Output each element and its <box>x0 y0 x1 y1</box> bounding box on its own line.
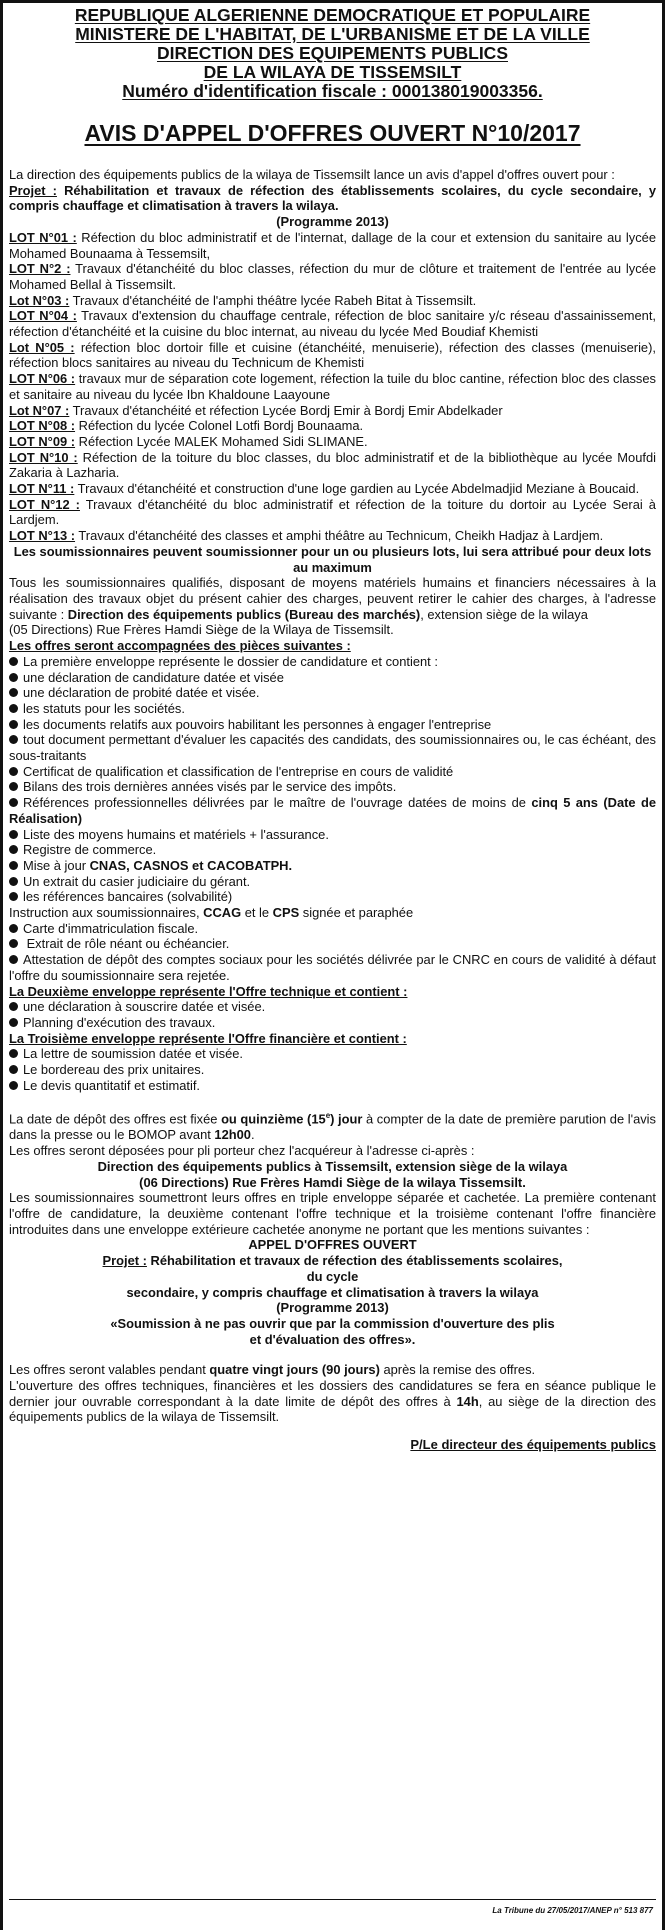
instruction-signed: signée et paraphée <box>299 905 414 921</box>
lot-item <box>9 371 656 402</box>
address-line1: Direction des équipements publics à Tissemsilt, extension siège de la wilaya <box>97 1158 568 1174</box>
list-item-text: La lettre de soumission datée et visée. <box>23 1046 243 1062</box>
mention-project-label: Projet : <box>102 1253 147 1269</box>
project-label: Projet : <box>9 182 57 198</box>
lot-label: LOT N°08 : <box>9 418 76 434</box>
instruction-cps: CPS <box>272 905 300 921</box>
qualified-text: Tous les soumissionnaires qualifiés, disposant de moyens matériels humains et financiers nécessaires à la réalisation des travaux objet du présent cahier des charges, peuvent retirer le cahier des charges, à l'adresse suivante : <box>9 575 656 622</box>
lot-text: Travaux d'étanchéité du bloc administratif et réfection de la toiture du dortoir au Lycée Serai à Lardjem. <box>9 496 656 528</box>
list-item <box>9 921 656 937</box>
maj-item <box>9 858 656 874</box>
lot-text: Travaux d'extension du chauffage centrale, réfection de bloc sanitaire y/c réseau d'assainissement, réfection d'étanchéité et la cuisine du bloc internat, au niveau du lycée Med Boudiaf Khemisti <box>9 308 656 340</box>
list-item <box>9 1015 656 1031</box>
list-item-text: Registre de commerce. <box>23 842 157 858</box>
mention-project-line2: du cycle <box>306 1268 359 1284</box>
lot-label: LOT N°2 : <box>9 261 71 277</box>
lot-label: Lot N°07 : <box>9 402 70 418</box>
bullet-icon <box>9 1018 18 1027</box>
refs-bold: cinq 5 ans (Date de Réalisation) <box>9 795 656 826</box>
mention-title: APPEL D'OFFRES OUVERT <box>248 1237 417 1253</box>
lot-item <box>9 418 656 434</box>
qualified-bold: Direction des équipements publics (Bureau des marchés) <box>67 606 421 622</box>
lot-item <box>9 434 656 450</box>
list-item-text: Attestation de dépôt des comptes sociaux pour les sociétés délivrée par le CNRC en cours de validité à défaut l'offre du soumissionnaire sera rejetée. <box>9 952 656 983</box>
lot-label: LOT N°06 : <box>9 371 76 387</box>
header-fiscal-id: Numéro d'identification fiscale : 000138019003356. <box>122 81 543 101</box>
lot-item <box>9 450 656 481</box>
bullet-icon <box>9 720 18 729</box>
mention-project-line1: Réhabilitation et travaux de réfection des établissements scolaires, <box>146 1253 563 1269</box>
lot-text: Réfection du bloc administratif et de l'internat, dallage de la cour et extension du sanitaire au lycée Mohamed Bounaama à Tessemsilt, <box>9 229 656 261</box>
validity-days: quatre vingt jours (90 jours) <box>209 1362 380 1378</box>
lot-item <box>9 528 656 544</box>
lot-text: Travaux d'étanchéité de l'amphi théâtre lycée Rabeh Bitat à Tissemsilt. <box>69 292 477 308</box>
lot-label: LOT N°13 : <box>9 528 76 544</box>
bullet-icon <box>9 924 18 933</box>
list-item-text: Certificat de qualification et classification de l'entreprise en cours de validité <box>23 763 454 779</box>
mention-project <box>9 1253 656 1269</box>
list-item-text: les documents relatifs aux pouvoirs habilitant les personnes à engager l'entreprise <box>23 716 492 732</box>
triple-envelope-text: Les soumissionnaires soumettront leurs offres en triple enveloppe séparée et cachetée. La première contenant l'offre de candidature, la deuxième contenant l'offre technique et la troisième contenant l'offre financière introduites dans une enveloppe extérieure cachetée anonyme ne portant que les mentions suivantes : <box>9 1190 656 1237</box>
mention-quote-line2: et d'évaluation des offres». <box>249 1331 416 1347</box>
refs-item <box>9 795 656 826</box>
bullet-icon <box>9 688 18 697</box>
list-item-text: une déclaration de candidature datée et visée <box>23 669 284 685</box>
instruction-ccag: CCAG <box>203 905 242 921</box>
lot-item <box>9 481 656 497</box>
qualified-rest: , extension siège de la wilaya <box>420 606 588 622</box>
bullet-icon <box>9 939 18 948</box>
list-item <box>9 717 656 733</box>
deposit-text2: à compter de la date de première parution de l'avis dans la presse ou le BOMOP avant <box>9 1111 656 1143</box>
deposit-period: . <box>250 1127 255 1143</box>
validity-paragraph <box>9 1362 656 1378</box>
list-item <box>9 732 656 763</box>
opening-hour: 14h <box>456 1393 479 1409</box>
lot-item <box>9 403 656 419</box>
list-item-text: Extrait de rôle néant ou échéancier. <box>23 936 230 952</box>
list-item-text: Liste des moyens humains et matériels + l'assurance. <box>23 826 329 842</box>
spacer <box>9 1093 656 1108</box>
bullet-icon <box>9 830 18 839</box>
header-direction: DIRECTION DES EQUIPEMENTS PUBLICS <box>156 43 508 63</box>
lot-label: LOT N°10 : <box>9 449 78 465</box>
list-item-text: une déclaration de probité datée et visée. <box>23 685 260 701</box>
envelope2-list <box>9 999 656 1030</box>
instruction-item <box>9 905 656 921</box>
lot-label: LOT N°11 : <box>9 481 75 497</box>
project-text: Réhabilitation et travaux de réfection des établissements scolaires, du cycle secondaire, y compris chauffage et climatisation à travers la wilaya. <box>9 182 657 214</box>
lot-item <box>9 261 656 292</box>
list-item <box>9 1046 656 1062</box>
deposit-hour: 12h00 <box>214 1127 251 1143</box>
lot-label: Lot N°05 : <box>9 339 75 355</box>
lot-item <box>9 497 656 528</box>
opening-rest: , au siège de la direction des équipements publics de la wilaya de Tissemsilt. <box>9 1393 656 1425</box>
mention-project-line3: secondaire, y compris chauffage et climatisation à travers la wilaya <box>126 1284 539 1300</box>
qualified-address: (05 Directions) Rue Frères Hamdi Siège de la Wilaya de Tissemsilt. <box>9 622 394 638</box>
list-item <box>9 889 656 905</box>
header-republic: REPUBLIQUE ALGERIENNE DEMOCRATIQUE ET POPULAIRE <box>74 5 591 25</box>
list-item-text: Bilans des trois dernières années visés par le service des impôts. <box>23 779 397 795</box>
lot-label: LOT N°04 : <box>9 308 77 324</box>
pieces-heading: Les offres seront accompagnées des pièces suivantes : <box>9 638 351 654</box>
lot-label: LOT N°01 : <box>9 229 77 245</box>
list-item <box>9 654 656 670</box>
list-item <box>9 952 656 983</box>
envelope1d-list <box>9 921 656 984</box>
list-item <box>9 1062 656 1078</box>
project-paragraph <box>9 183 656 214</box>
lot-item <box>9 293 656 309</box>
lot-text: Travaux d'étanchéité et construction d'une loge gardien au Lycée Abdelmadjid Meziane à Boucaid. <box>74 481 640 497</box>
bullet-icon <box>9 673 18 682</box>
envelope1c-list <box>9 874 656 905</box>
list-item <box>9 670 656 686</box>
lot-text: Travaux d'étanchéité des classes et amphi théâtre au Technicum, Cheikh Hadjaz à Lardjem. <box>75 528 604 544</box>
bullet-icon <box>9 955 18 964</box>
bullet-icon <box>9 798 18 807</box>
bullet-icon <box>9 1049 18 1058</box>
env2-heading: La Deuxième enveloppe représente l'Offre technique et contient : <box>9 983 408 999</box>
list-item-text: Un extrait du casier judiciaire du gérant. <box>23 873 251 889</box>
bullet-icon <box>9 861 18 870</box>
lot-label: LOT N°12 : <box>9 496 80 512</box>
deposit-day: ou quinzième (15 <box>221 1111 326 1127</box>
lot-label: LOT N°09 : <box>9 433 76 449</box>
list-item-text: une déclaration à souscrire datée et visée. <box>23 999 266 1015</box>
deposit-day-end: ) jour <box>330 1111 363 1127</box>
envelope1b-list <box>9 827 656 858</box>
bullet-icon <box>9 892 18 901</box>
env3-heading: La Troisième enveloppe représente l'Offre financière et contient : <box>9 1030 407 1046</box>
lot-text: réfection bloc dortoir fille et cuisine (étanchéité, menuiserie), réfection des classes (menuiserie), réfection blocs sanitaires au niveau du Technicum de Khemisti <box>9 339 656 371</box>
maj-bold: CNAS, CASNOS et CACOBATPH. <box>89 857 293 873</box>
lots-list <box>9 230 656 544</box>
deposit-paragraph <box>9 1108 656 1143</box>
list-item <box>9 936 656 952</box>
validity-rest: après la remise des offres. <box>379 1362 536 1378</box>
mention-quote-line1: «Soumission à ne pas ouvrir que par la commission d'ouverture des plis <box>110 1315 555 1331</box>
list-item <box>9 685 656 701</box>
instruction-and: et le <box>241 905 273 921</box>
list-item-text: Le bordereau des prix unitaires. <box>23 1062 205 1078</box>
opening-paragraph <box>9 1378 656 1425</box>
bullet-icon <box>9 877 18 886</box>
notice-content <box>9 6 656 1453</box>
bullet-icon <box>9 1065 18 1074</box>
bullet-icon <box>9 782 18 791</box>
list-item <box>9 779 656 795</box>
list-item-text: tout document permettant d'évaluer les capacités des candidats, des soumissionnaires ou, le cas échéant, des sous-traitants <box>9 732 656 764</box>
list-item-text: La première enveloppe représente le dossier de candidature et contient : <box>23 653 438 669</box>
deposit-line2: Les offres seront déposées pour pli porteur chez l'acquéreur à l'adresse ci-après : <box>9 1143 475 1159</box>
signature: P/Le directeur des équipements publics <box>410 1437 656 1453</box>
bullet-icon <box>9 657 18 666</box>
footer-rule <box>9 1899 656 1900</box>
instruction-text: Instruction aux soumissionnaires, <box>9 905 204 921</box>
lot-text: travaux mur de séparation cote logement, réfection la tuile du bloc cantine, réfection bloc des classes et sanitaire au niveau du lycée Ibn Khaldoune Laayoune <box>9 371 656 402</box>
lot-text: Travaux d'étanchéité et réfection Lycée Bordj Emir à Bordj Emir Abdelkader <box>69 402 503 418</box>
mention-programme: (Programme 2013) <box>276 1300 389 1316</box>
list-item-text: Planning d'exécution des travaux. <box>23 1014 216 1030</box>
lot-text: Travaux d'étanchéité du bloc classes, réfection du mur de clôture et traitement de l'entrée au lycée Mohamed Bellal à Tissemsilt. <box>9 261 656 292</box>
bullet-icon <box>9 1081 18 1090</box>
refs-text: Références professionnelles délivrées par le maître de l'ouvrage datées de moins de <box>23 795 532 811</box>
bullet-icon <box>9 1002 18 1011</box>
maj-text: Mise à jour <box>23 857 90 873</box>
list-item <box>9 1078 656 1094</box>
lot-label: Lot N°03 : <box>9 292 70 308</box>
address-line2: (06 Directions) Rue Frères Hamdi Siège de la wilaya Tissemsilt. <box>139 1174 526 1190</box>
envelope1-list <box>9 654 656 795</box>
lot-text: Réfection de la toiture du bloc classes, du bloc administratif et de la bibliothèque au lycée Moufdi Zakaria à Lazharia. <box>9 449 656 481</box>
list-item <box>9 874 656 890</box>
lot-item <box>9 230 656 261</box>
opening-text: L'ouverture des offres techniques, financières et les dossiers des candidatures se fera en séance publique le dernier jour ouvrable correspondant à la date limite de dépôt des offres à <box>9 1378 656 1409</box>
list-item-text: Carte d'immatriculation fiscale. <box>23 920 199 936</box>
bullet-icon <box>9 767 18 776</box>
qualified-paragraph <box>9 575 656 622</box>
header-ministry: MINISTERE DE L'HABITAT, DE L'URBANISME ET DE LA VILLE <box>75 24 590 44</box>
list-item <box>9 999 656 1015</box>
validity-text: Les offres seront valables pendant <box>9 1362 210 1378</box>
lot-item <box>9 340 656 371</box>
lot-text: Réfection du lycée Colonel Lotfi Bordj Bounaama. <box>75 418 364 434</box>
soumission-note: Les soumissionnaires peuvent soumissionner pour un ou plusieurs lots, lui sera attribué pour deux lots au maximum <box>13 543 652 575</box>
bullet-icon <box>9 845 18 854</box>
list-item-text: les statuts pour les sociétés. <box>23 700 185 716</box>
list-item-text: les références bancaires (solvabilité) <box>23 889 233 905</box>
deposit-text: La date de dépôt des offres est fixée <box>9 1111 222 1127</box>
list-item <box>9 827 656 843</box>
bullet-icon <box>9 735 18 744</box>
list-item <box>9 764 656 780</box>
notice-title: AVIS D'APPEL D'OFFRES OUVERT N°10/2017 <box>84 120 581 146</box>
intro-text: La direction des équipements publics de la wilaya de Tissemsilt lance un avis d'appel d'offres ouvert pour : <box>9 167 615 182</box>
project-programme: (Programme 2013) <box>276 214 389 230</box>
bullet-icon <box>9 704 18 713</box>
lot-item <box>9 308 656 339</box>
source-reference: La Tribune du 27/05/2017/ANEP n° 513 877 <box>492 1906 653 1915</box>
list-item <box>9 842 656 858</box>
spacer <box>9 1347 656 1362</box>
list-item-text: Le devis quantitatif et estimatif. <box>23 1077 200 1093</box>
lot-text: Réfection Lycée MALEK Mohamed Sidi SLIMANE. <box>75 433 368 449</box>
deposit-sup: e <box>325 1111 331 1121</box>
envelope3-list <box>9 1046 656 1093</box>
header-wilaya: DE LA WILAYA DE TISSEMSILT <box>203 62 462 82</box>
list-item <box>9 701 656 717</box>
